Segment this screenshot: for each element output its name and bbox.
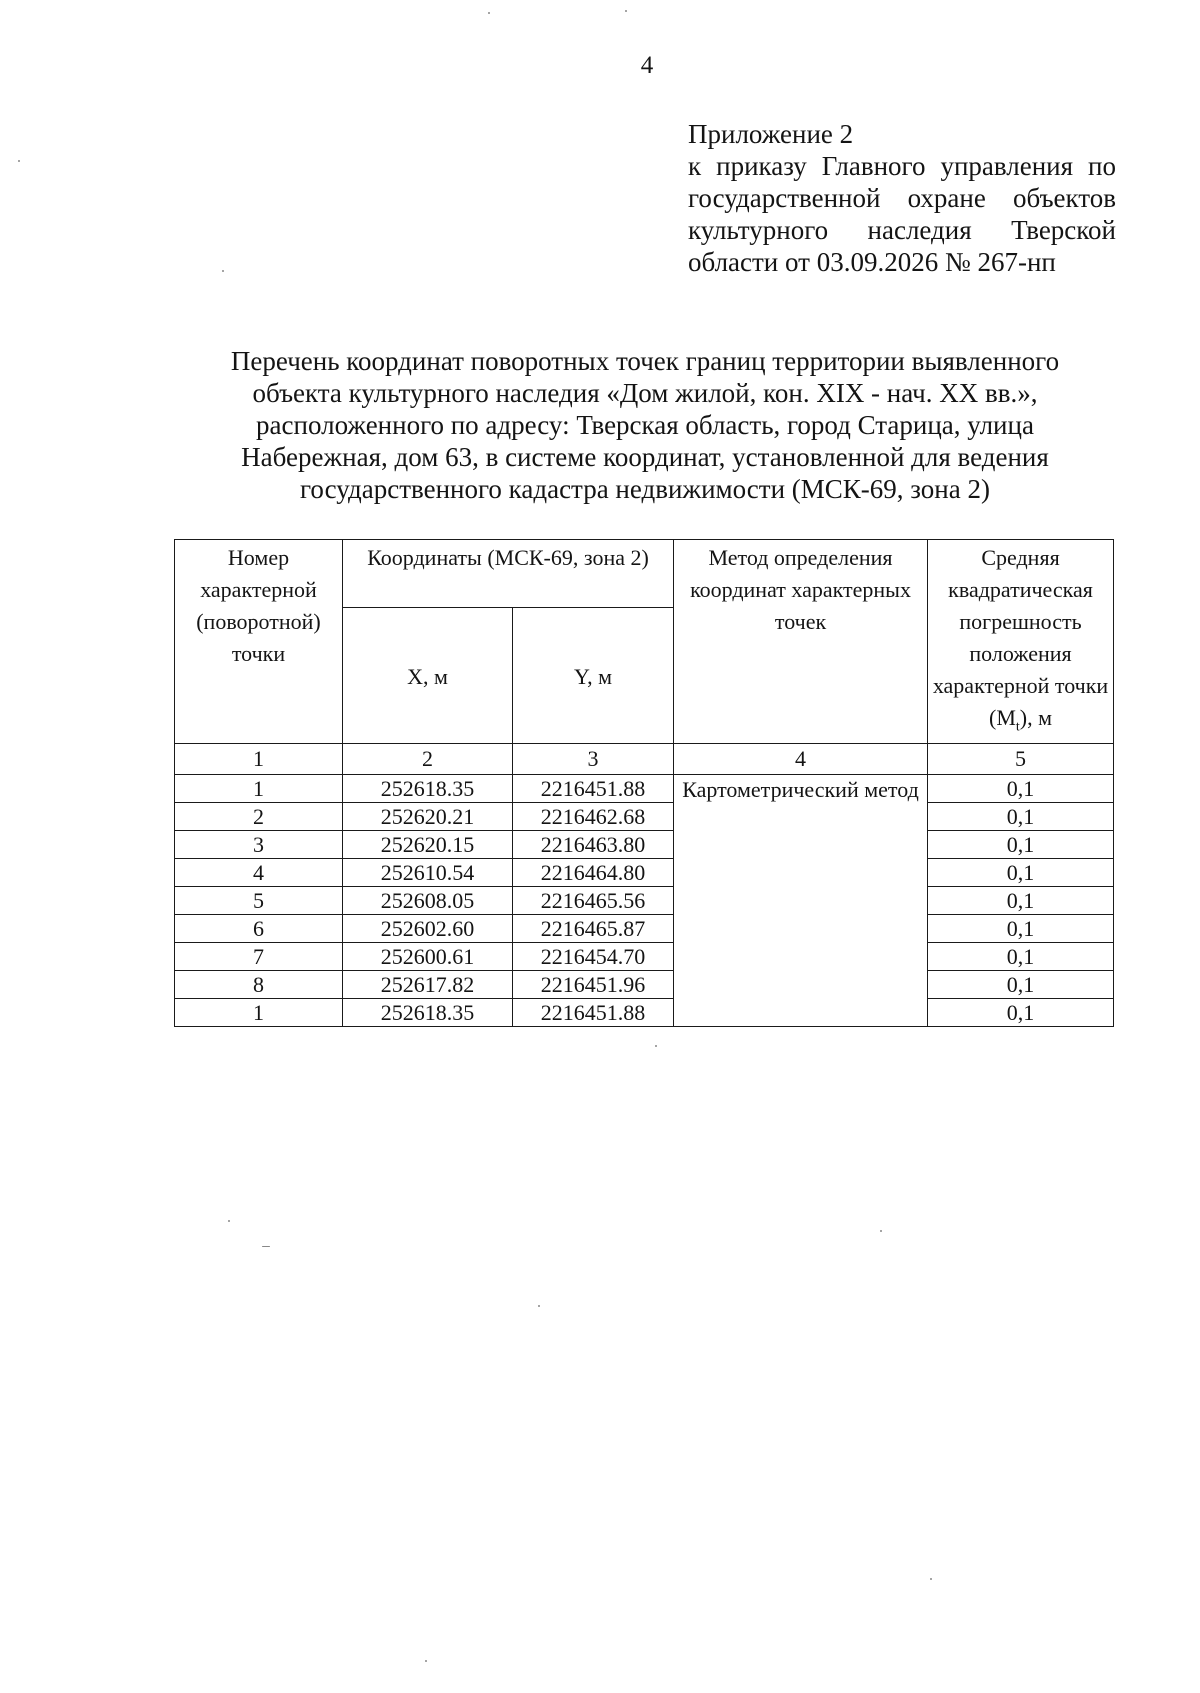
appendix-order-reference: к приказу Главного управления по государственной охране объектов культурного наследия Тверской области от 03.09.2026 № 267-нп: [688, 151, 1116, 277]
point-number-cell: 4: [175, 859, 343, 887]
x-cell: 252620.15: [343, 831, 513, 859]
y-cell: 2216465.87: [513, 915, 674, 943]
y-cell: 2216462.68: [513, 803, 674, 831]
y-cell: 2216463.80: [513, 831, 674, 859]
scan-speck: [625, 10, 627, 12]
x-cell: 252618.35: [343, 999, 513, 1027]
header-row: [175, 540, 1114, 608]
point-number-cell: 6: [175, 915, 343, 943]
point-number-cell: 1: [175, 775, 343, 803]
header-point-number: Номер характерной (поворотной) точки: [175, 540, 343, 744]
table-row: [175, 887, 1114, 915]
method-cell: Картометрический метод: [674, 775, 928, 1027]
scan-speck: [488, 12, 490, 14]
header-error: [928, 540, 1114, 744]
table-row: [175, 999, 1114, 1027]
error-cell: 0,1: [928, 859, 1114, 887]
header-error-unit: ), м: [1019, 705, 1053, 730]
scan-speck: [655, 1045, 657, 1047]
column-number: 3: [513, 744, 674, 775]
x-cell: 252608.05: [343, 887, 513, 915]
error-cell: 0,1: [928, 803, 1114, 831]
scan-speck: [425, 1660, 427, 1662]
document-title: Перечень координат поворотных точек границ территории выявленного объекта культурного наследия «Дом жилой, кон. XIX - нач. XX вв.», расположенного по адресу: Тверская область, город Старица, улица Набережная, дом 63, в системе координат, установленной для ведения государственного кадастра недвижимости (МСК-69, зона 2): [230, 346, 1060, 504]
error-cell: 0,1: [928, 971, 1114, 999]
x-cell: 252602.60: [343, 915, 513, 943]
point-number-cell: 7: [175, 943, 343, 971]
appendix-header: [688, 118, 1116, 278]
table-row: [175, 943, 1114, 971]
x-cell: 252618.35: [343, 775, 513, 803]
error-cell: 0,1: [928, 915, 1114, 943]
table-row: [175, 859, 1114, 887]
error-cell: 0,1: [928, 999, 1114, 1027]
scan-speck: [18, 160, 20, 162]
column-number: 4: [674, 744, 928, 775]
table-row: [175, 831, 1114, 859]
column-number: 1: [175, 744, 343, 775]
header-coordinates: Координаты (МСК-69, зона 2): [343, 540, 674, 608]
scan-speck: [880, 1230, 882, 1232]
header-x: X, м: [343, 608, 513, 744]
scan-speck: [228, 1220, 230, 1222]
table-row: [175, 775, 1114, 803]
y-cell: 2216451.88: [513, 775, 674, 803]
scan-speck: [262, 1246, 270, 1247]
error-cell: 0,1: [928, 775, 1114, 803]
y-cell: 2216454.70: [513, 943, 674, 971]
error-cell: 0,1: [928, 831, 1114, 859]
error-cell: 0,1: [928, 943, 1114, 971]
scan-speck: [930, 1578, 932, 1580]
y-cell: 2216451.88: [513, 999, 674, 1027]
header-y: Y, м: [513, 608, 674, 744]
y-cell: 2216464.80: [513, 859, 674, 887]
point-number-cell: 1: [175, 999, 343, 1027]
point-number-cell: 5: [175, 887, 343, 915]
x-cell: 252610.54: [343, 859, 513, 887]
appendix-title: Приложение 2: [688, 119, 854, 149]
scan-speck: [538, 1305, 540, 1307]
point-number-cell: 2: [175, 803, 343, 831]
page-number: 4: [640, 52, 654, 79]
column-number: 2: [343, 744, 513, 775]
scan-speck: [222, 270, 224, 272]
error-cell: 0,1: [928, 887, 1114, 915]
y-cell: 2216465.56: [513, 887, 674, 915]
point-number-cell: 8: [175, 971, 343, 999]
x-cell: 252620.21: [343, 803, 513, 831]
table-row: [175, 971, 1114, 999]
point-number-cell: 3: [175, 831, 343, 859]
y-cell: 2216451.96: [513, 971, 674, 999]
column-number-row: [175, 744, 1114, 775]
table-row: [175, 803, 1114, 831]
x-cell: 252600.61: [343, 943, 513, 971]
coordinates-table: [174, 539, 1114, 1027]
column-number: 5: [928, 744, 1114, 775]
header-error-subscript: t: [1015, 719, 1020, 735]
table-row: [175, 915, 1114, 943]
header-error-text: Средняя квадратическая погрешность положения характерной точки (M: [932, 545, 1109, 730]
x-cell: 252617.82: [343, 971, 513, 999]
header-method: Метод определения координат характерных точек: [674, 540, 928, 744]
